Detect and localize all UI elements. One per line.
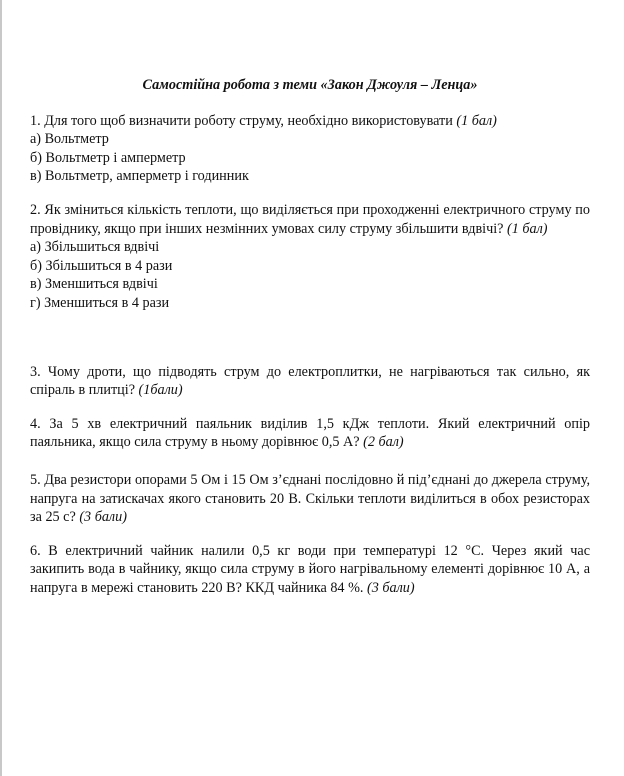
points-label: (3 бали): [79, 509, 127, 526]
question-text: 5. Два резистори опорами 5 Ом і 15 Ом з’єднані послідовно й під’єднані до джерела струму, напруга на затискачах якого становить 20 В. Скільки теплоти виділиться в обох резисторах за 25 с? (3 бали): [30, 471, 590, 526]
question-text: 4. За 5 хв електричний паяльник виділив 1,5 кДж теплоти. Який електричний опір паяльника, якщо сила струму в ньому дорівнює 0,5 А? (2 бал): [30, 415, 590, 451]
question-4: [30, 415, 590, 452]
question-2: [30, 201, 590, 313]
question-5: [30, 471, 590, 527]
answer-option: г) Зменшиться в 4 рази: [30, 294, 170, 311]
points-label: (2 бал): [363, 434, 404, 451]
question-text: 6. В електричний чайник налили 0,5 кг води при температурі 12 °С. Через який час закипить вода в чайнику, якщо сила струму в його нагрівальному елементі дорівнює 10 А, а напруга в мережі становить 220 В? ККД чайника 84 %. (3 бали): [30, 542, 590, 596]
points-label: (1 бал): [456, 112, 497, 129]
question-1: [30, 112, 590, 186]
points-label: (1бали): [138, 382, 183, 399]
question-text: 1. Для того щоб визначити роботу струму, необхідно використовувати (1 бал): [30, 112, 497, 129]
question-3: [30, 363, 590, 400]
points-label: (1 бал): [507, 220, 548, 237]
question-6: [30, 542, 590, 598]
points-label: (3 бали): [367, 579, 415, 596]
answer-option: в) Вольтметр, амперметр і годинник: [30, 168, 249, 185]
answer-option: б) Вольтметр і амперметр: [30, 149, 186, 166]
question-text: 2. Як зміниться кількість теплоти, що виділяється при проходженні електричного струму по провіднику, якщо при інших незмінних умовах силу струму збільшити вдвічі? (1 бал): [30, 201, 590, 237]
document-title: Самостійна робота з теми «Закон Джоуля – Ленца»: [142, 77, 478, 93]
question-text: 3. Чому дроти, що підводять струм до електроплитки, не нагріваються так сильно, як спіраль в плитці? (1бали): [30, 363, 590, 399]
document: [30, 76, 590, 597]
page-edge: [0, 0, 2, 776]
answer-option: а) Вольтметр: [30, 131, 109, 148]
answer-option: б) Збільшиться в 4 рази: [30, 257, 173, 274]
answer-option: а) Збільшиться вдвічі: [30, 239, 160, 256]
answer-option: в) Зменшиться вдвічі: [30, 276, 158, 293]
